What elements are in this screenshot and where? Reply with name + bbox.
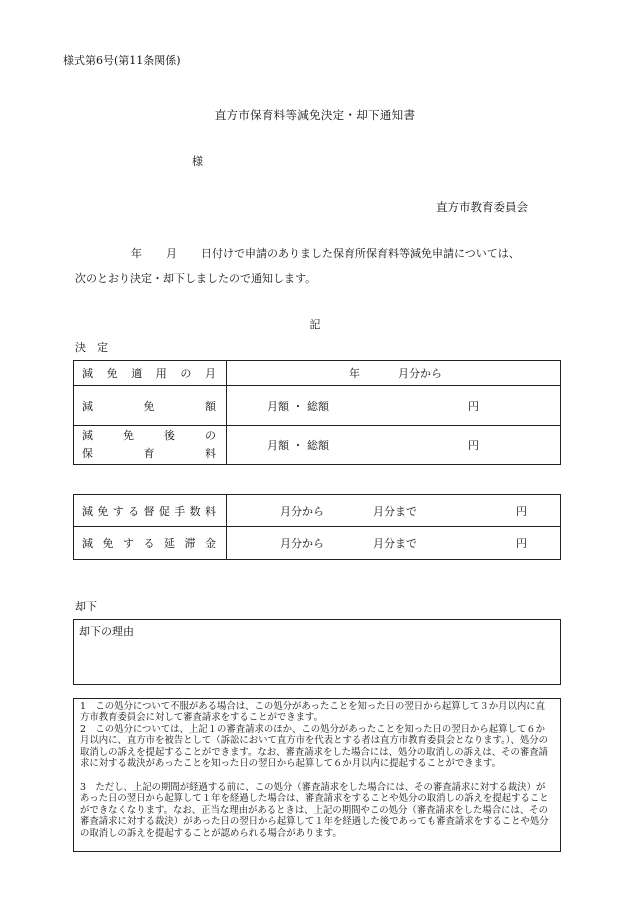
note-item: 1 この処分について不服がある場合は、この処分があったことを知った日の翌日から起算して３か月以内に直方市教育委員会に対して審査請求をすることができます。 <box>80 701 546 724</box>
label-cell <box>74 361 227 386</box>
currency-unit: 円 <box>468 399 479 413</box>
document-title: 直方市保育料等減免決定・却下通知書 <box>214 108 416 122</box>
notes-box <box>73 698 561 852</box>
body-line-1 <box>131 245 520 261</box>
label-cell <box>74 527 227 560</box>
body-line-2: 次のとおり決定・却下しましたので通知します。 <box>75 272 317 285</box>
fee-after-reduction-label: 減 免 後 の 保 育 料 <box>82 429 216 460</box>
body-line-1-rest: 日付けで申請のありました保育所保育料等減免申請については、 <box>201 247 520 260</box>
late-fee-value[interactable] <box>227 527 561 560</box>
year-unit: 年 <box>349 367 360 380</box>
currency-unit: 円 <box>468 439 479 452</box>
note-item: 3 ただし、上記の期間が経過する前に、この処分（審査請求をした場合には、その審査請求に対する裁決）があった日の翌日から起算して１年を経過した場合は、審査請求をすることや処分の取消しの訴えを提起することができなくなります。なお、正当な理由があるときは、上記の期間やこの処分（審査請求をした場合には、その審査請求に対する裁決）があった日の翌日から起算して１年を経過した後であっても審査請求をすることや処分の取消しの訴えを提起することが認められる場合があります。 <box>80 782 549 839</box>
amount-type: 月額 ・ 総額 <box>267 399 329 413</box>
reduction-amount-value[interactable] <box>227 386 561 426</box>
label-cell <box>74 495 227 527</box>
month-label: 月 <box>166 247 177 260</box>
table-row <box>74 386 561 426</box>
year-label: 年 <box>131 247 142 260</box>
amount-type: 月額 ・ 総額 <box>267 439 329 452</box>
dismissal-reason-box[interactable] <box>73 619 561 685</box>
late-fee-label: 減 免 す る 延 滞 金 <box>82 537 216 550</box>
month-to-unit: 月分まで <box>373 504 417 518</box>
currency-unit: 円 <box>516 504 527 518</box>
month-from-unit: 月分から <box>398 367 442 380</box>
reduction-month-label: 減 免 適 用 の 月 <box>82 367 216 380</box>
month-from-unit: 月分から <box>280 537 324 550</box>
table-row <box>74 361 561 386</box>
form-number: 様式第6号(第11条関係) <box>63 54 181 67</box>
label-cell <box>74 386 227 426</box>
decision-section-label: 決 定 <box>75 341 108 354</box>
issuer-name: 直方市教育委員会 <box>436 200 528 214</box>
dismissal-section-label: 却下 <box>75 600 97 613</box>
addressee-suffix: 様 <box>192 155 203 168</box>
decision-table <box>73 360 561 465</box>
note-item: 2 この処分については、上記１の審査請求のほか、この処分があったことを知った日の翌日から起算して６か月以内に、直方市を被告として（訴訟において直方市を代表とする者は直方市教育委員会となります。）、処分の取消しの訴えを提起することができます。なお、審査請求をした場合には、処分の取消しの訴えは、その審査請求に対する裁決があったことを知った日の翌日から起算して６か月以内に提起することができます。 <box>80 724 549 770</box>
ki-mark: 記 <box>309 318 321 331</box>
reduction-month-value[interactable] <box>227 361 561 386</box>
month-from-unit: 月分から <box>280 504 324 518</box>
currency-unit: 円 <box>516 537 527 550</box>
table-row <box>74 426 561 465</box>
month-to-unit: 月分まで <box>373 537 417 550</box>
reminder-fee-value[interactable] <box>227 495 561 527</box>
reduction-amount-label: 減 免 額 <box>82 399 216 413</box>
fees-table <box>73 494 561 560</box>
label-cell <box>74 426 227 465</box>
table-row <box>74 527 561 560</box>
table-row <box>74 495 561 527</box>
reminder-fee-label: 減 免 す る 督 促 手 数 料 <box>82 504 216 518</box>
dismissal-reason-label: 却下の理由 <box>79 625 134 638</box>
fee-after-reduction-value[interactable] <box>227 426 561 465</box>
